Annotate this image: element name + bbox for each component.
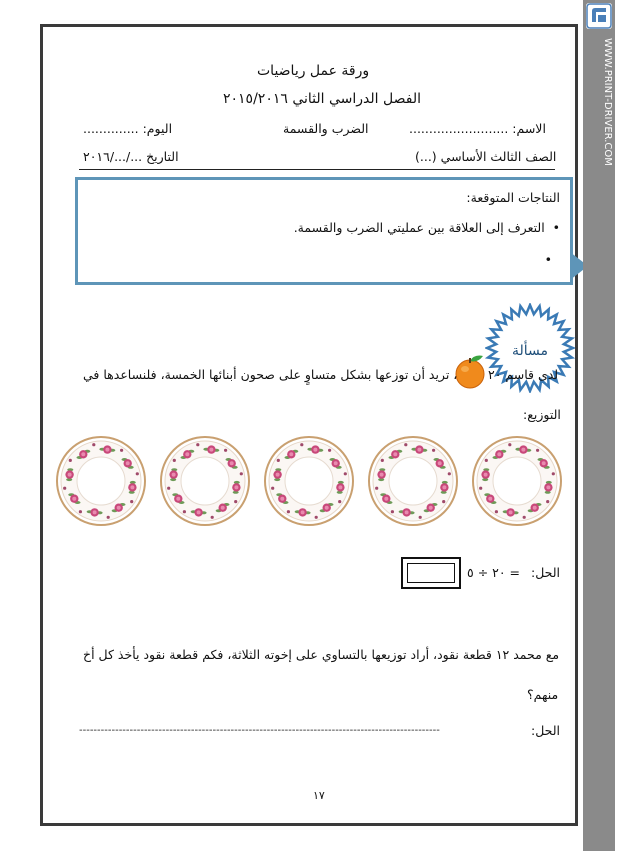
converter-logo-icon [586,3,612,29]
problem-line-2: التوزيع: [523,407,561,422]
answer-box[interactable] [401,557,461,589]
problem2-solution-label: الحل: [531,723,561,738]
plate-icon [159,435,251,527]
header-divider [79,169,555,170]
date-field: التاريخ .../.../٢٠١٦ [83,149,179,164]
outcomes-box [75,177,573,285]
converter-stamp-text [601,38,627,519]
solution-label: الحل: [531,565,561,580]
answer-box-inner [407,563,455,583]
problem-badge-label: مسألة [511,343,549,359]
bullet-icon: • [552,220,560,235]
problem-line-rest: ، تريد أن توزعها بشكل متساوٍ على صحون أبنائها الخمسة، فلنساعدها في [83,367,458,382]
worksheet-page [40,24,578,826]
stamp-line-2: WWW.PRINT-DRIVER.COM [602,38,613,166]
plates-row [55,435,571,535]
problem-line-start: لدى قاسم ٢٠ [488,367,559,382]
bullet-icon: • [544,252,553,267]
plate-icon [471,435,563,527]
problem2-text-line2: منهم؟ [527,687,559,702]
problem2-answer-line[interactable]: ---------------------------------------------------------------------------------------------------- [79,725,440,736]
plate-icon [367,435,459,527]
day-field: اليوم: .............. [83,121,173,136]
stamp-line-1: Created by demo-version of Universal Document Converter. Full version doesn't add this stamp. [615,38,626,519]
topic-label: الضرب والقسمة [283,121,369,136]
outcome-item-1-text: التعرف إلى العلاقة بين عمليتي الضرب والقسمة. [293,220,545,235]
page-number: ١٧ [313,789,325,802]
plate-icon [263,435,355,527]
converter-stamp-sidebar [583,0,626,851]
equation: ٢٠ ÷ ٥ = [467,565,521,580]
semester-label: الفصل الدراسي الثاني ٢٠١٥/٢٠١٦ [223,91,421,107]
outcome-item-2 [545,252,560,267]
grade-label: الصف الثالث الأساسي (...) [415,149,557,164]
outcome-item-1 [294,220,560,235]
name-field: الاسم: ......................... [409,121,546,136]
orange-icon [453,353,487,389]
plate-icon [55,435,147,527]
problem2-text: مع محمد ١٢ قطعة نقود، أراد توزيعها بالتساوي على إخوته الثلاثة، فكم قطعة نقود يأخذ كل أخ [83,647,560,662]
worksheet-title: ورقة عمل رياضيات [257,63,370,79]
outcomes-heading: النتاجات المتوقعة: [466,190,560,205]
